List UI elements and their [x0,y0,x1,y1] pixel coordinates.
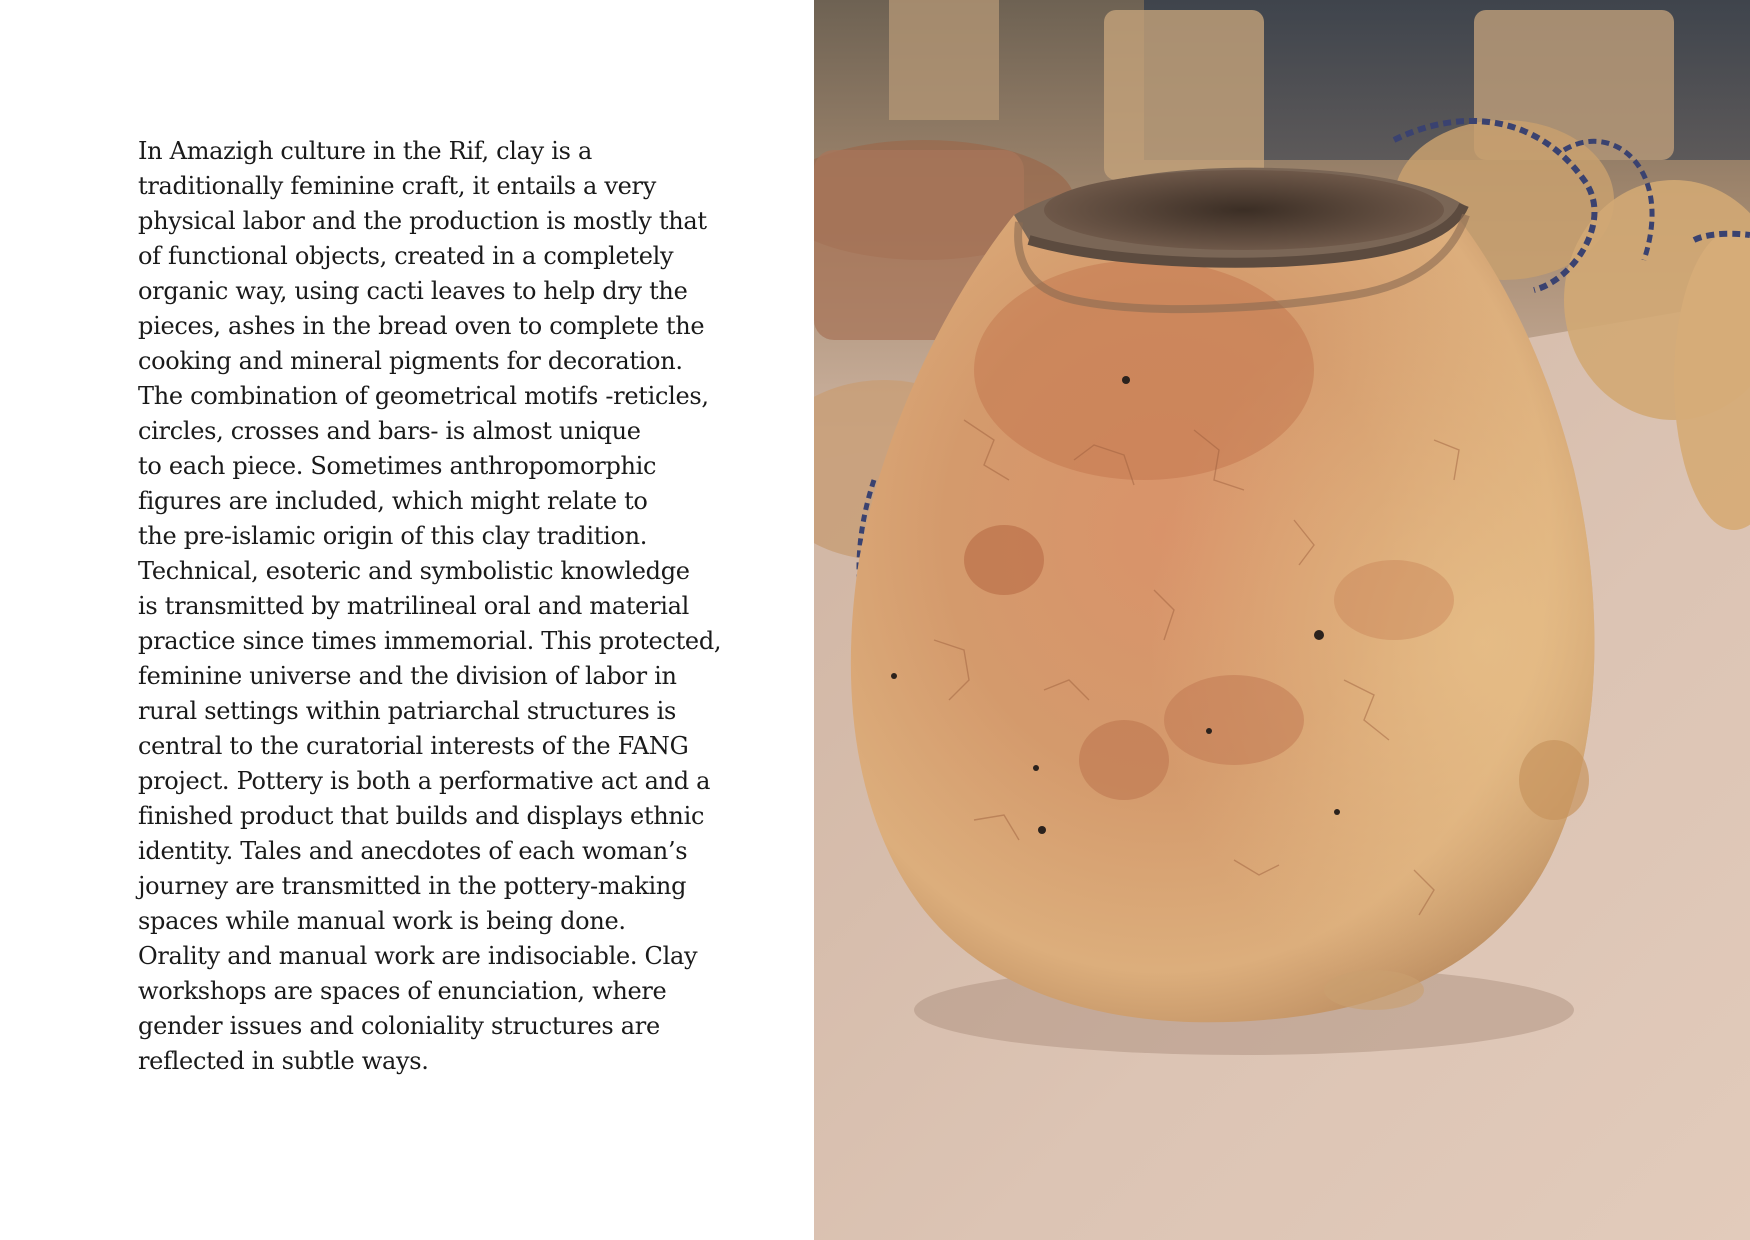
text-line: feminine universe and the division of labor in [138,662,677,690]
text-line: Technical, esoteric and symbolistic knowledge [138,557,690,585]
text-line: journey are transmitted in the pottery-making [138,872,687,900]
text-line: The combination of geometrical motifs -reticles, [138,382,709,410]
text-page [0,0,814,1240]
clay-pot-illustration [814,0,1750,1240]
clay-pot-photo [814,0,1750,1240]
text-line: In Amazigh culture in the Rif, clay is a [138,137,592,165]
text-line: pieces, ashes in the bread oven to complete the [138,312,705,340]
text-line: the pre-islamic origin of this clay tradition. [138,522,648,550]
text-line: central to the curatorial interests of the FANG [138,732,689,760]
text-line: rural settings within patriarchal structures is [138,697,677,725]
text-line: workshops are spaces of enunciation, where [138,977,667,1005]
text-line: circles, crosses and bars- is almost unique [138,417,641,445]
text-line: finished product that builds and displays ethnic [138,802,705,830]
text-line: cooking and mineral pigments for decoration. [138,347,683,375]
text-line: to each piece. Sometimes anthropomorphic [138,452,657,480]
text-line: is transmitted by matrilineal oral and material [138,592,690,620]
text-line: practice since times immemorial. This protected, [138,627,722,655]
text-line: organic way, using cacti leaves to help dry the [138,277,688,305]
text-line: reflected in subtle ways. [138,1047,429,1075]
text-line: project. Pottery is both a performative act and a [138,767,711,795]
text-line: of functional objects, created in a completely [138,242,674,270]
text-line: identity. Tales and anecdotes of each woman’s [138,837,688,865]
body-paragraph [138,134,738,1079]
text-line: figures are included, which might relate to [138,487,648,515]
text-line: physical labor and the production is mostly that [138,207,707,235]
text-line: traditionally feminine craft, it entails a very [138,172,656,200]
text-line: Orality and manual work are indisociable. Clay [138,942,698,970]
text-line: spaces while manual work is being done. [138,907,626,935]
text-line: gender issues and coloniality structures are [138,1012,660,1040]
